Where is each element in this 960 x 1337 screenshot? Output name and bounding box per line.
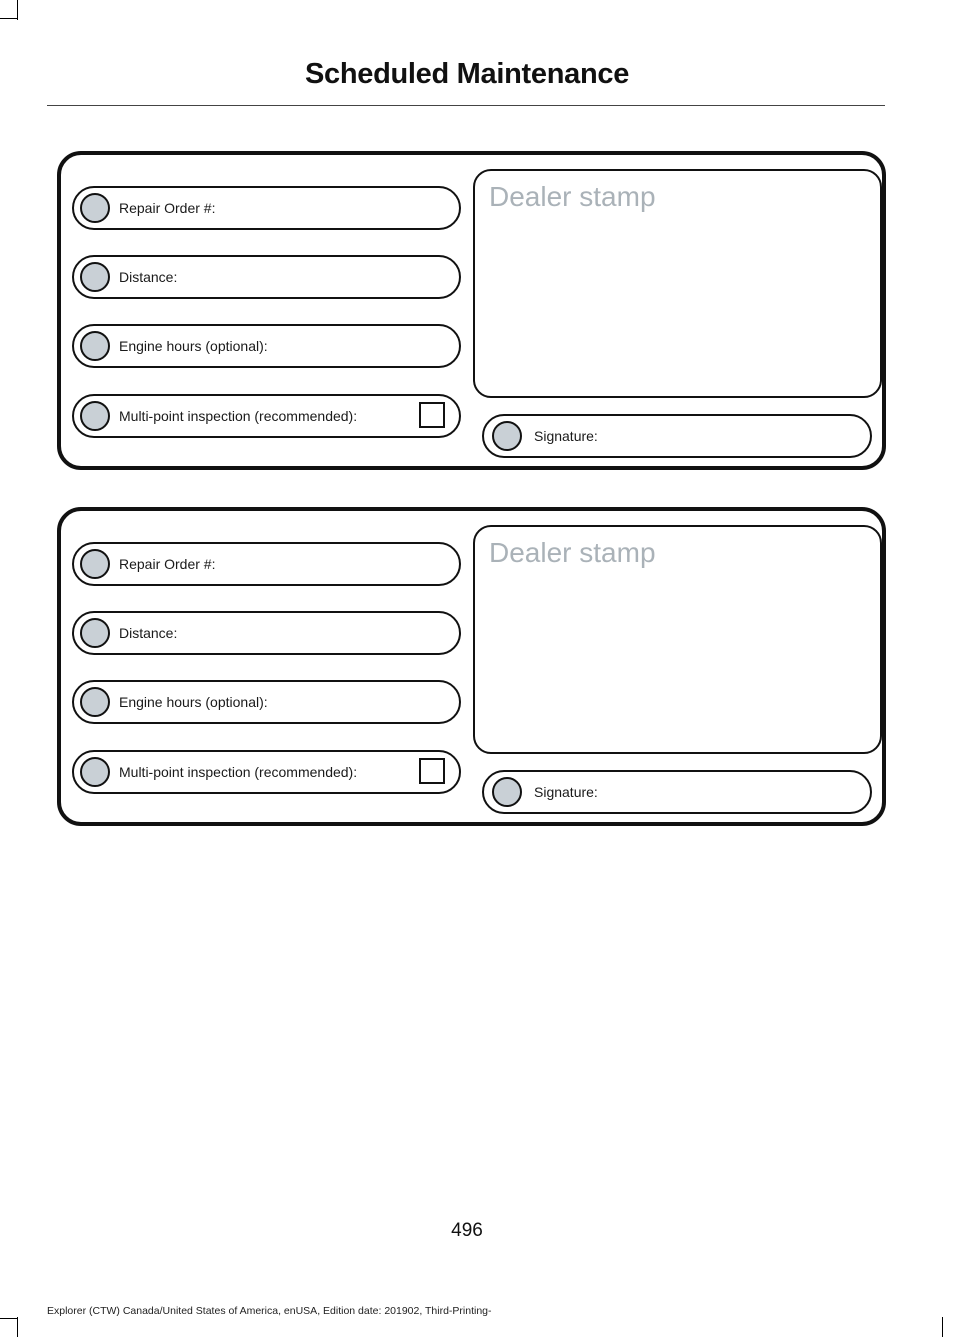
inspection-checkbox[interactable] xyxy=(419,402,445,428)
dealer-stamp-label: Dealer stamp xyxy=(489,181,656,212)
crop-mark xyxy=(0,1318,18,1319)
field-marker-icon xyxy=(80,262,110,292)
field-marker-icon xyxy=(80,757,110,787)
inspection-label: Multi-point inspection (recommended): xyxy=(119,408,358,424)
crop-mark xyxy=(0,18,18,19)
signature-field[interactable] xyxy=(482,770,872,814)
field-marker-icon xyxy=(80,549,110,579)
page-title: Scheduled Maintenance xyxy=(304,58,630,90)
crop-mark xyxy=(17,0,18,20)
inspection-label: Multi-point inspection (recommended): xyxy=(119,764,358,780)
signature-field[interactable] xyxy=(482,414,872,458)
field-marker-icon xyxy=(80,687,110,717)
repair-order-field[interactable] xyxy=(72,542,461,586)
footer-text: Explorer (CTW) Canada/United States of America, enUSA, Edition date: 201902, Third-Printing- xyxy=(47,1305,492,1317)
maintenance-record-card xyxy=(57,151,886,470)
maintenance-record-card xyxy=(57,507,886,826)
crop-mark xyxy=(17,1317,18,1337)
field-marker-icon xyxy=(492,421,522,451)
field-marker-icon xyxy=(80,401,110,431)
inspection-checkbox[interactable] xyxy=(419,758,445,784)
distance-label: Distance: xyxy=(119,625,178,641)
repair-order-label: Repair Order #: xyxy=(119,556,216,572)
engine-hours-field[interactable] xyxy=(72,680,461,724)
field-marker-icon xyxy=(80,193,110,223)
title-divider xyxy=(47,105,885,106)
distance-field[interactable] xyxy=(72,255,461,299)
dealer-stamp-box xyxy=(473,169,882,398)
dealer-stamp-label: Dealer stamp xyxy=(489,537,656,568)
distance-field[interactable] xyxy=(72,611,461,655)
signature-label: Signature: xyxy=(534,428,598,444)
repair-order-label: Repair Order #: xyxy=(119,200,216,216)
repair-order-field[interactable] xyxy=(72,186,461,230)
signature-label: Signature: xyxy=(534,784,598,800)
page-number: 496 xyxy=(451,1220,483,1241)
crop-mark xyxy=(942,1317,943,1337)
engine-hours-label: Engine hours (optional): xyxy=(119,694,268,710)
field-marker-icon xyxy=(492,777,522,807)
inspection-field xyxy=(72,750,461,794)
field-marker-icon xyxy=(80,331,110,361)
inspection-field xyxy=(72,394,461,438)
engine-hours-field[interactable] xyxy=(72,324,461,368)
dealer-stamp-box xyxy=(473,525,882,754)
distance-label: Distance: xyxy=(119,269,178,285)
field-marker-icon xyxy=(80,618,110,648)
engine-hours-label: Engine hours (optional): xyxy=(119,338,268,354)
